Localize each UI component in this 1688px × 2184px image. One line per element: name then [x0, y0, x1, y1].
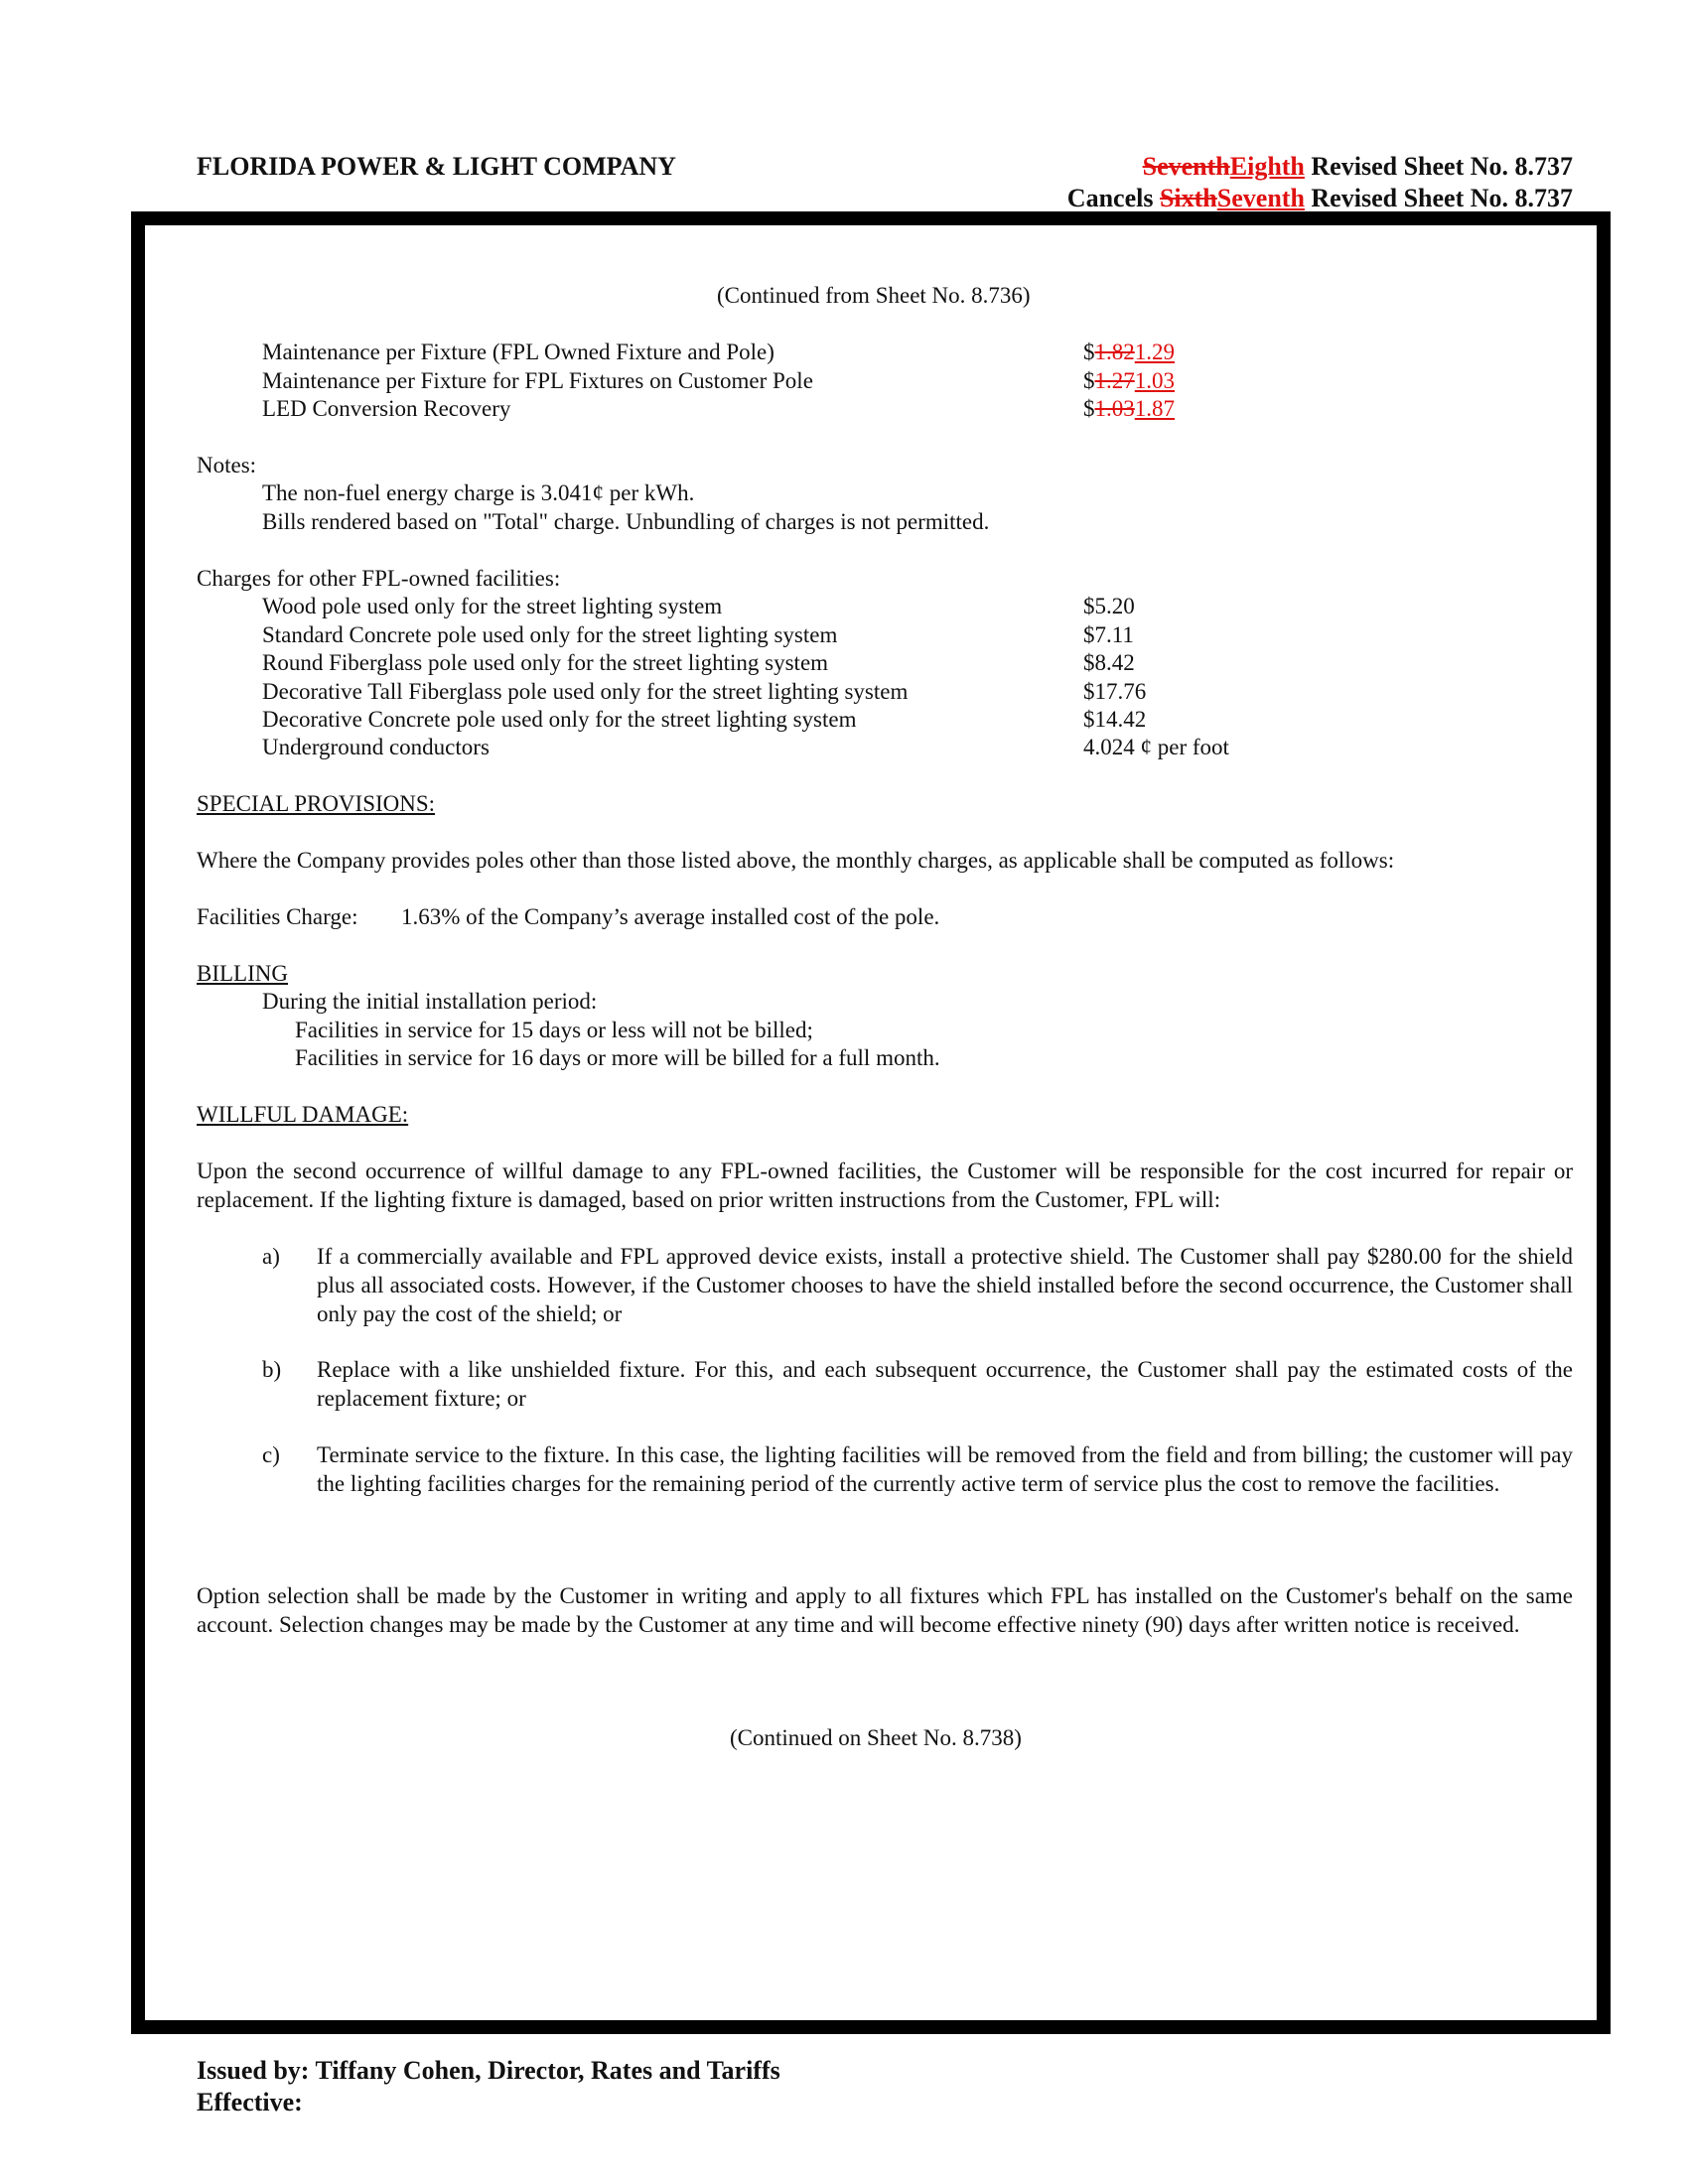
continued-from: (Continued from Sheet No. 8.736)	[717, 283, 1031, 308]
effective-date: Effective:	[197, 2088, 303, 2116]
special-provisions-heading: SPECIAL PROVISIONS:	[197, 791, 436, 816]
option-letter: c)	[262, 1442, 280, 1467]
sheet-cancels-prefix: Cancels	[1066, 184, 1160, 212]
facility-label: Decorative Concrete pole used only for the street lighting system	[262, 707, 857, 732]
facility-label: Round Fiberglass pole used only for the street lighting system	[262, 650, 829, 675]
continued-on: (Continued on Sheet No. 8.738)	[730, 1725, 1022, 1750]
issued-by: Issued by: Tiffany Cohen, Director, Rates and Tariffs	[197, 2056, 780, 2085]
sheet-cancels-inserted: Seventh	[1216, 184, 1305, 212]
facility-label: Underground conductors	[262, 735, 490, 759]
sheet-revision-line	[1143, 152, 1573, 182]
willful-damage-heading: WILLFUL DAMAGE:	[197, 1102, 409, 1127]
facility-value: $7.11	[1083, 622, 1134, 647]
option-text: If a commercially available and FPL approved device exists, install a protective shield. The Customer shall pay $280.00 for the shield plus all associated costs. However, if the Customer chooses to have the shield installed before the second occurrence, the Customer shall only pay the cost of the shield; or	[317, 1244, 1573, 1326]
maintenance-old-value: 1.82	[1094, 340, 1135, 364]
notes-heading: Notes:	[197, 453, 257, 478]
maintenance-new-value: 1.29	[1134, 340, 1175, 364]
option-letter: a)	[262, 1244, 280, 1269]
maintenance-old-value: 1.03	[1094, 396, 1135, 421]
company-name: FLORIDA POWER & LIGHT COMPANY	[197, 152, 676, 181]
billing-line: Facilities in service for 16 days or more will be billed for a full month.	[295, 1045, 940, 1070]
facilities-charge-text: 1.63% of the Company’s average installed cost of the pole.	[401, 904, 940, 929]
sheet-cancels-rest: Revised Sheet No. 8.737	[1304, 184, 1573, 212]
facilities-charge-label: Facilities Charge:	[197, 904, 358, 929]
option-selection-text: Option selection shall be made by the Customer in writing and apply to all fixtures which FPL has installed on the Customer's behalf on the same account. Selection changes may be made by the Customer at any time and will become effective ninety (90) days after written notice is received.	[197, 1583, 1573, 1637]
notes-line: The non-fuel energy charge is 3.041¢ per kWh.	[262, 480, 695, 505]
sheet-cancels-line	[1067, 184, 1573, 213]
facility-label: Wood pole used only for the street lighting system	[262, 594, 723, 618]
billing-heading: BILLING	[197, 961, 288, 986]
maintenance-value: $1.031.87	[1083, 396, 1175, 421]
maintenance-new-value: 1.87	[1134, 396, 1175, 421]
billing-line: During the initial installation period:	[262, 989, 598, 1014]
facility-label: Standard Concrete pole used only for the street lighting system	[262, 622, 838, 647]
maintenance-old-value: 1.27	[1094, 368, 1135, 393]
maintenance-value: $1.271.03	[1083, 368, 1175, 393]
facility-value: $17.76	[1083, 679, 1147, 704]
billing-line: Facilities in service for 15 days or less will not be billed;	[295, 1018, 813, 1042]
sheet-revision-rest: Revised Sheet No. 8.737	[1304, 152, 1573, 181]
option-letter: b)	[262, 1357, 282, 1382]
maintenance-value: $1.821.29	[1083, 340, 1175, 364]
facility-value: $5.20	[1083, 594, 1135, 618]
maintenance-label: Maintenance per Fixture for FPL Fixtures on Customer Pole	[262, 368, 813, 393]
maintenance-new-value: 1.03	[1134, 368, 1175, 393]
willful-damage-intro: Upon the second occurrence of willful damage to any FPL-owned facilities, the Customer will be responsible for the cost incurred for repair or replacement. If the lighting fixture is damaged, based on prior written instructions from the Customer, FPL will:	[197, 1159, 1573, 1212]
special-provisions-text: Where the Company provides poles other than those listed above, the monthly charges, as applicable shall be computed as follows:	[197, 848, 1395, 873]
facility-value: 4.024 ¢ per foot	[1083, 735, 1229, 759]
facilities-heading: Charges for other FPL-owned facilities:	[197, 566, 561, 591]
option-text: Terminate service to the fixture. In this case, the lighting facilities will be removed from the field and from billing; the customer will pay the lighting facilities charges for the remaining period of the currently active term of service plus the cost to remove the facilities.	[317, 1442, 1573, 1496]
facility-value: $8.42	[1083, 650, 1135, 675]
maintenance-label: Maintenance per Fixture (FPL Owned Fixture and Pole)	[262, 340, 774, 364]
maintenance-label: LED Conversion Recovery	[262, 396, 511, 421]
facility-value: $14.42	[1083, 707, 1147, 732]
facility-label: Decorative Tall Fiberglass pole used only for the street lighting system	[262, 679, 909, 704]
sheet-revision-inserted: Eighth	[1229, 152, 1305, 181]
option-text: Replace with a like unshielded fixture. For this, and each subsequent occurrence, the Customer shall pay the estimated costs of the replacement fixture; or	[317, 1357, 1573, 1411]
notes-line: Bills rendered based on "Total" charge. Unbundling of charges is not permitted.	[262, 509, 990, 534]
sheet-revision-deleted: Seventh	[1142, 152, 1230, 181]
sheet-cancels-deleted: Sixth	[1159, 184, 1217, 212]
